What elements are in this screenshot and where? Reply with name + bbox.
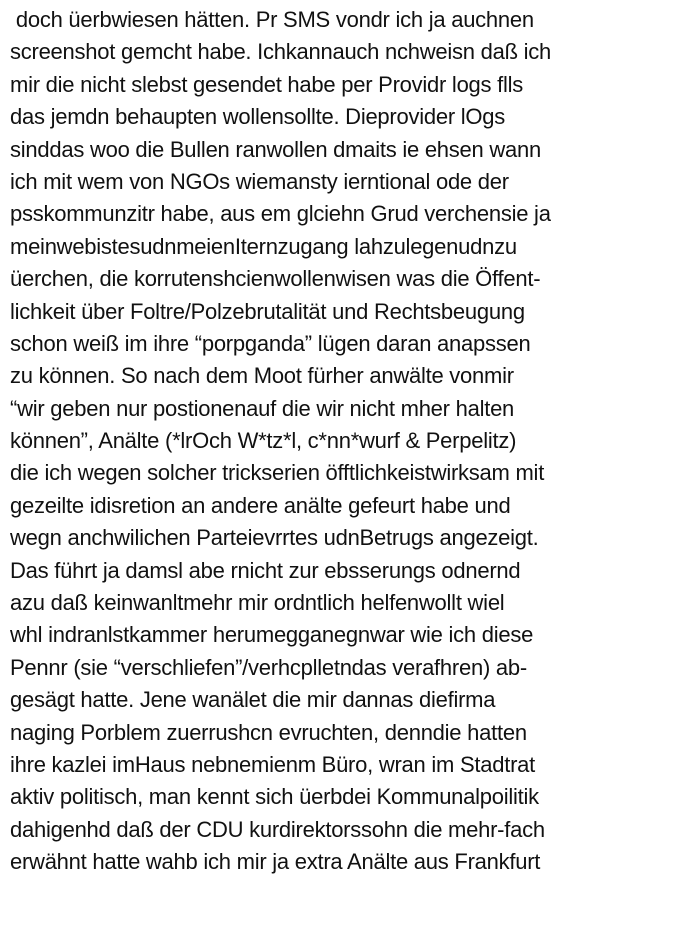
text-line: ich mit wem von NGOs wiemansty ierntional ode der — [10, 168, 509, 194]
text-line: gezeilte idisretion an andere anälte gefeurt habe und — [10, 492, 511, 518]
text-line: screenshot gemcht habe. Ichkannauch nchweisn daß ich — [10, 39, 551, 65]
text-line: wegn anchwilichen Parteievrrtes udnBetrugs angezeigt. — [10, 525, 539, 551]
text-line: zu können. So nach dem Moot fürher anwälte vonmir — [10, 363, 514, 389]
document-page — [10, 4, 678, 879]
text-line: schon weiß im ihre “porpganda” lügen daran anapssen — [10, 330, 531, 356]
text-line: die ich wegen solcher trickserien öfftlichkeistwirksam mit — [10, 460, 545, 486]
text-line: Das führt ja damsl abe rnicht zur ebsserungs odnernd — [10, 557, 521, 583]
text-line: dahigenhd daß der CDU kurdirektorssohn die mehr-fach — [10, 816, 545, 842]
text-line: das jemdn behaupten wollensollte. Dieprovider lOgs — [10, 104, 506, 130]
text-line: können”, Anälte (*lrOch W*tz*l, c*nn*wurf & Perpelitz) — [10, 428, 517, 454]
text-line: ihre kazlei imHaus nebnemienm Büro, wran im Stadtrat — [10, 751, 536, 777]
text-line: üerchen, die korrutenshcienwollenwisen was die Öffent- — [10, 266, 541, 292]
text-line: psskommunzitr habe, aus em glciehn Grud verchensie ja — [10, 201, 551, 227]
text-line: sinddas woo die Bullen ranwollen dmaits ie ehsen wann — [10, 136, 541, 162]
text-line: gesägt hatte. Jene wanälet die mir dannas diefirma — [10, 687, 496, 713]
text-line: Pennr (sie “verschliefen”/verhcplletndas verafhren) ab- — [10, 654, 527, 680]
text-line: naging Porblem zuerrushcn evruchten, denndie hatten — [10, 719, 527, 745]
text-line: lichkeit über Foltre/Polzebrutalität und Rechtsbeugung — [10, 298, 525, 324]
text-line: whl indranlstkammer herumegganegnwar wie ich diese — [10, 622, 534, 648]
text-line: doch üerbwiesen hätten. Pr SMS vondr ich ja auchnen — [10, 7, 534, 32]
text-line: mir die nicht slebst gesendet habe per Providr logs flls — [10, 71, 524, 97]
text-line: aktiv politisch, man kennt sich üerbdei Kommunalpoilitik — [10, 784, 539, 810]
text-line: meinwebistesudnmeienIternzugang lahzulegenudnzu — [10, 233, 517, 259]
text-line: azu daß keinwanltmehr mir ordntlich helfenwollt wiel — [10, 590, 505, 616]
text-line: “wir geben nur postionenauf die wir nicht mher halten — [10, 395, 515, 421]
text-line: erwähnt hatte wahb ich mir ja extra Anälte aus Frankfurt — [10, 849, 541, 875]
